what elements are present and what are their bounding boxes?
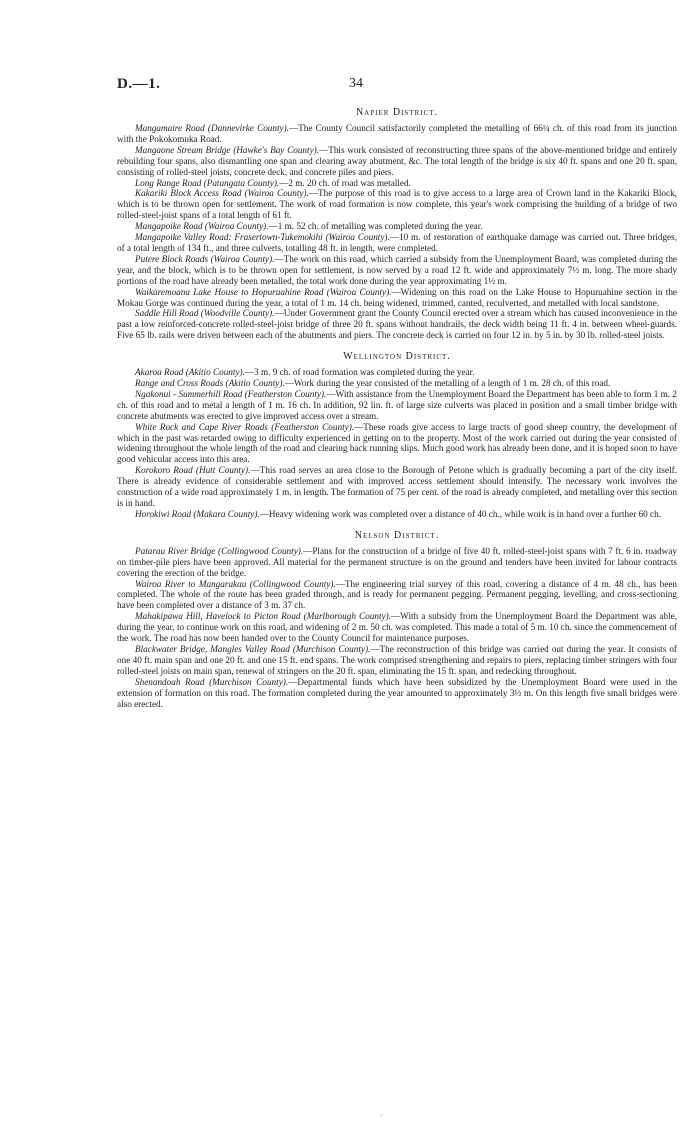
paragraph [117,389,677,422]
entry-title: Mangapoike Road (Wairoa County). [135,221,269,232]
entry-title: Saddle Hill Road (Woodville County). [135,308,275,319]
entry-text: —Plans for the construction of a bridge of five 40 ft. rolled-steel-joist spans with 7 ft. 6 in. roadway on timber-pile piers have been approved. All material for the permanent structure is on the ground and tenders have been invited for labour contracts covering the erection of the bridge. [117,545,677,578]
entry-text: —Widening on this road on the Lake House to Hopuruahine section in the Mokau Gorge was continued during the year, a total of 1 m. 14 ch. being widened, trimmed, canted, reculverted, and metalled with local sandstone. [117,286,678,308]
paragraph [117,232,677,254]
entry-text: —2 m. 20 ch. of road was metalled. [279,177,411,188]
entry-title: Blackwater Bridge, Mangles Valley Road (Murchison County). [135,643,371,654]
section-heading-nelson: Nelson District. [354,529,440,541]
entry-text: —This road serves an area close to the Borough of Petone which is gradually becoming a part of the city itself. There is already evidence of considerable settlement and with improved access settlement should intensify. The necessary work involves the construction of a wide road approximately 1 m. in length. The formation of 75 per cent. of the road is already completed, and metalling over this section is in hand. [117,465,677,508]
entry-title: Mangamaire Road (Dannevirke County). [135,123,289,133]
entry-title: White Rock and Cape River Roads (Featherston County). [135,421,355,432]
print-mark: ˘ [380,1113,383,1122]
entry-title: Ngakonui - Summerhill Road (Featherston County). [135,388,327,399]
entry-text: —The County Council satisfactorily completed the metalling of 66¼ ch. of this road from its junction with the Pokokomuka Road. [117,123,677,144]
entry-title: Mahakipawa Hill, Havelock to Picton Road (Marlborough County). [135,611,391,622]
entry-title: Kakariki Block Access Road (Wairoa County). [135,188,309,199]
paragraph [117,188,677,221]
entry-text: —With assistance from the Unemployment Board the Department has been able to form 1 m. 2 ch. of this road and to metal a length of 1 m. 16 ch. In addition, 92 lin. ft. of large size culverts was placed in position and a small timber bridge with concrete abutments was erected to give improved access over a stream. [117,388,677,421]
paragraph [117,579,677,612]
entry-text: —This work consisted of reconstructing three spans of the above-mentioned bridge and entirely rebuilding four spans, also dismantling one span and clearing away abutment, &c. The total length of the bridge is six 40 ft. spans and one 20 ft. span, consisting of rolled-steel joists, concrete deck, and concrete piles and piers. [117,144,677,177]
paragraph [117,178,677,189]
entry-title: Mangaone Stream Bridge (Hawke's Bay County). [135,144,320,155]
entry-title: Waikaremoana Lake House to Hopuruahine Road (Wairoa County). [135,286,392,297]
paragraph [117,378,677,389]
entry-text: —With a subsidy from the Unemployment Board the Department was able, during the year, to continue work on this road, and widening of 2 m. 50 ch. was completed. This made a total of 5 m. 10 ch. since the commencement of the work. The road has now been handed over to the County Council for maintenance purposes. [117,611,677,644]
entry-text: —Departmental funds which have been subsidized by the Unemployment Board were used in the extension of formation on this road. The formation completed during the year amounted to approximately 3½ m. On this length five small bridges were also erected. [117,676,677,709]
entry-text: —Work during the year consisted of the metalling of a length of 1 m. 28 ch. of this road. [284,378,611,389]
paragraph [117,145,677,178]
entry-text: —The purpose of this road is to give access to a large area of Crown land in the Kakariki Block, which is to be thrown open for settlement. The work of road formation is now complete, this year's work comprising the building of a bridge of two rolled-steel-joist spans of a total length of 61 ft. [117,188,677,221]
section-heading-wellington: Wellington District. [343,351,451,363]
entry-title: Horokiwi Road (Makara County). [135,508,260,519]
paragraph [117,287,677,309]
page-number: 34 [349,76,363,91]
paragraph [117,677,677,710]
paragraph [117,254,677,287]
entry-title: Korokoro Road (Hutt County). [135,465,251,476]
entry-text: —3 m. 9 ch. of road formation was completed during the year. [244,367,475,378]
entry-text: —Under Government grant the County Council erected over a stream which has caused inconvenience in the past a low reinforced-concrete rolled-steel-joist bridge of three 20 ft. spans without handrails, the deck width being 11 ft. 4 in. between wheel-guards. Five 65 lb. rails were driven between each of the abutments and piers. The concrete deck is carried on four 12 in. by 5 in. by 30 lb. rolled-steel joists. [117,308,677,341]
entry-title: Mangapoike Valley Road: Frasertown-Tukemokihi (Wairoa County). [135,232,390,243]
section-heading-napier: Napier District. [355,107,439,118]
entry-title: Long Range Road (Patangata County). [135,177,280,188]
paragraph [117,509,677,520]
entry-title: Akaroa Road (Akitio County). [135,367,245,378]
entry-title: Putere Block Roads (Wairoa County). [135,253,275,264]
paragraph [117,644,677,677]
entry-title: Patarau River Bridge (Collingwood County). [135,545,304,556]
entry-title: Shenandoah Road (Murchison County). [135,676,289,687]
paragraph [117,308,677,341]
paragraph [117,123,677,145]
entry-text: —Heavy widening work was completed over a distance of 40 ch., while work is in hand over a further 60 ch. [259,508,662,519]
paragraph [117,422,677,466]
entry-title: Wairoa River to Mangarakau (Collingwood County). [135,578,336,589]
entry-text: —These roads give access to large tracts of good sheep country, the development of which in the past was retarded owing to difficulty experienced in getting on to the property. Most of the work carried out during the year consisted of widening throughout the whole length of the road and clearing back running slips. Much good work has already been done, and it is hoped soon to have good vehicular access into this area. [117,421,677,465]
page-content [117,103,677,709]
entry-title: Range and Cross Roads (Akitio County). [135,378,285,389]
paragraph [117,367,677,378]
document-id: D.—1. [117,76,161,92]
entry-text: —The engineering trial survey of this road, covering a distance of 4 m. 48 ch., has been completed. The whole of the route has been graded through, and is ready for permanent pegging. Permanent pegging, levelling, and cross-sectioning have been completed over a distance of 3 m. 37 ch. [117,578,677,611]
entry-text: —The reconstruction of this bridge was carried out during the year. It consists of one 40 ft. main span and one 20 ft. and one 15 ft. end spans. The work comprised strengthening and repairs to piers, replacing timber stringers with four rolled-steel joists on main span, renewal of stringers on the 20 ft. span, eliminating the 15 ft. span, and redecking throughout. [117,643,677,676]
page-header [117,76,677,96]
paragraph [117,611,677,644]
entry-text: —10 m. of restoration of earthquake damage was carried out. Three bridges, of a total length of 134 ft., and three culverts, totalling 48 ft. in length, were completed. [117,232,678,253]
paragraph [117,465,677,509]
paragraph [117,221,677,232]
entry-text: —The work on this road, which carried a subsidy from the Unemployment Board, was completed during the year, and the block, which is to be thrown open for settlement, is now served by a road 12 ft. wide and approximately 7½ m. long. The more shady portions of the road have already been metalled, the total work done during the year approximating 1½ m. [117,253,677,286]
entry-text: —1 m. 52 ch. of metalling was completed during the year. [268,221,483,232]
paragraph [117,546,677,579]
